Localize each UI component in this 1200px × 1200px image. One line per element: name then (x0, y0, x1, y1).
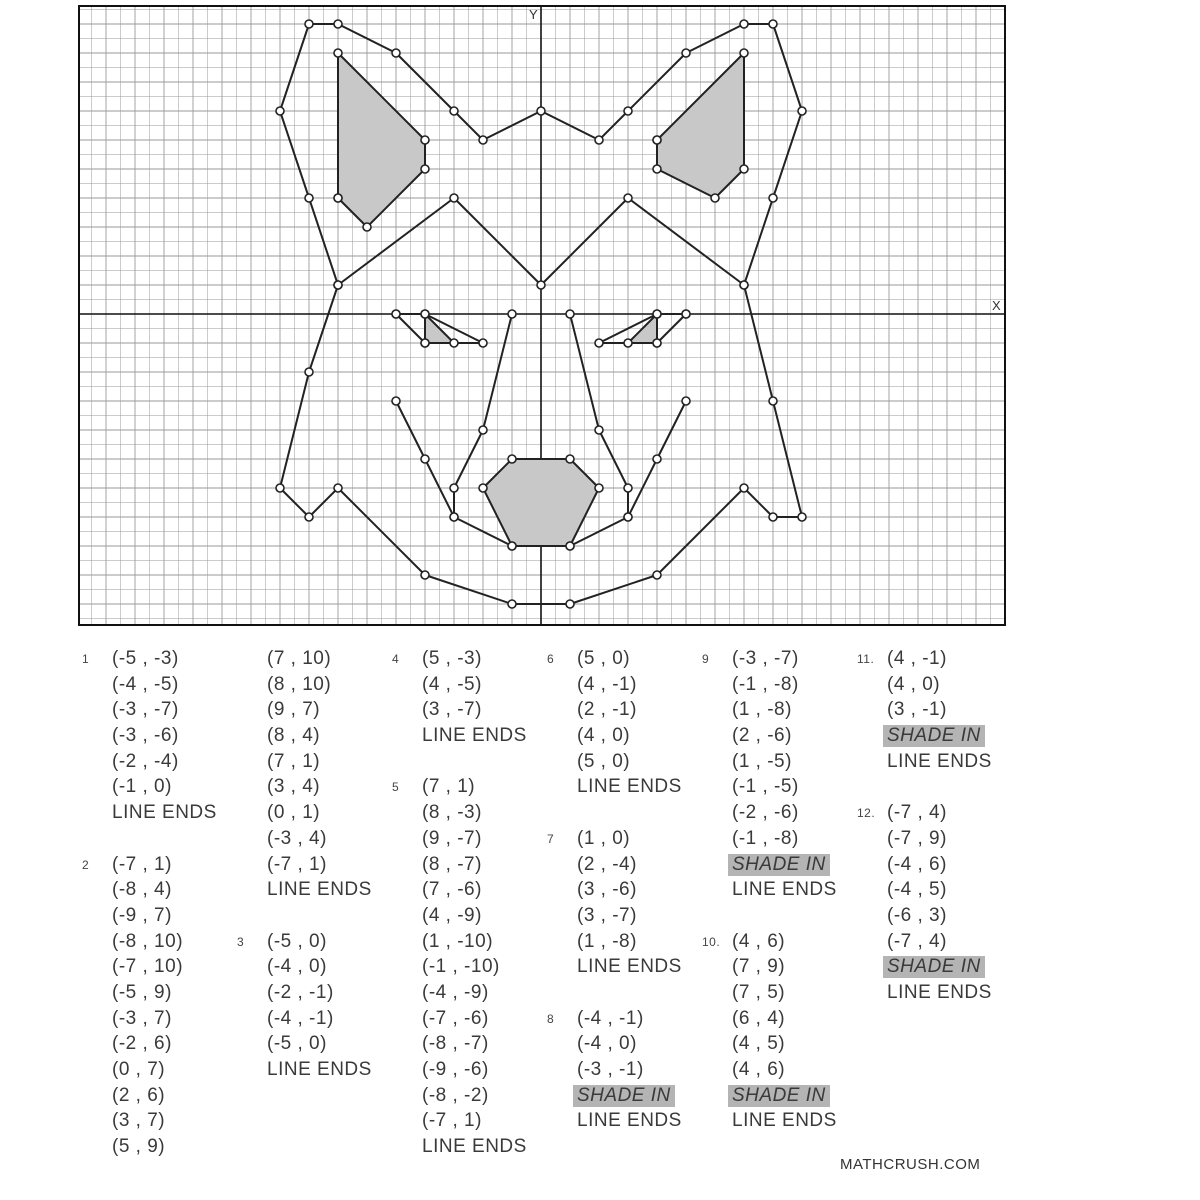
coordinate-pair: (-8 , -2) (422, 1084, 489, 1106)
instruction-column (547, 646, 682, 1134)
coordinate-pair: (9 , -7) (422, 827, 482, 849)
plot-point (769, 20, 777, 28)
instruction-column (82, 646, 217, 1160)
coordinate-pair: (8 , -3) (422, 802, 482, 824)
coordinate-pair: (4 , -5) (422, 673, 482, 695)
coordinate-pair: (-8 , 4) (112, 879, 172, 901)
plot-point (682, 310, 690, 318)
coordinate-pair: (-7 , 4) (887, 802, 947, 824)
coordinate-pair: (4 , -1) (577, 673, 637, 695)
shade-in-label: SHADE IN (883, 725, 985, 747)
coordinate-pair: (-7 , 10) (112, 956, 184, 978)
plot-point (305, 194, 313, 202)
line-ends-label: LINE ENDS (577, 776, 682, 798)
line-ends-label: LINE ENDS (577, 956, 682, 978)
plot-point (392, 397, 400, 405)
shade-instruction (887, 723, 992, 749)
plot-point (392, 310, 400, 318)
plot-point (653, 571, 661, 579)
plot-point (305, 513, 313, 521)
coordinate-pair: (1 , -10) (422, 930, 494, 952)
coordinate-pair: (-7 , 9) (887, 827, 947, 849)
shade-instruction (732, 852, 837, 878)
plot-point (566, 455, 574, 463)
coordinate-pair: (-1 , -8) (732, 673, 799, 695)
instruction-group (82, 646, 217, 826)
step-number: 4 (392, 652, 400, 666)
instruction-group (237, 929, 372, 1083)
plot-point (740, 165, 748, 173)
line-ends-label: LINE ENDS (887, 981, 992, 1003)
coordinate-pair: (-4 , 5) (887, 879, 947, 901)
coordinate-pair: (1 , -8) (732, 699, 792, 721)
coordinate-pair: (-9 , 7) (112, 904, 172, 926)
plot-point (798, 107, 806, 115)
plot-point (769, 194, 777, 202)
plot-point (450, 194, 458, 202)
coordinate-pair: (-7 , 1) (422, 1110, 482, 1132)
coordinate-pair: (4 , 6) (732, 1059, 786, 1080)
coordinate-pair: (8 , -7) (422, 853, 482, 875)
coordinate-pair: (0 , 1) (267, 802, 321, 824)
shade-in-label: SHADE IN (728, 854, 830, 876)
plot-point (740, 20, 748, 28)
plot-point (450, 484, 458, 492)
plot-point (653, 165, 661, 173)
plot-point (653, 310, 661, 318)
coordinate-pair: (-7 , -6) (422, 1007, 489, 1029)
coordinate-pair: (4 , 5) (732, 1033, 786, 1055)
line-ends-label: LINE ENDS (267, 879, 372, 901)
coordinate-pair: (0 , 7) (112, 1059, 166, 1080)
coordinate-pair: (-1 , -5) (732, 776, 799, 798)
line-ends-label: LINE ENDS (267, 1059, 372, 1080)
coordinate-pair: (5 , 0) (577, 750, 631, 772)
coordinate-pair: (3 , -7) (422, 699, 482, 721)
coordinate-pair: (-3 , -6) (112, 725, 179, 747)
plot-point (595, 426, 603, 434)
plot-point (508, 542, 516, 550)
coordinate-pair: (-4 , 6) (887, 853, 947, 875)
coordinate-pair: (-9 , -6) (422, 1059, 489, 1080)
line-ends-label: LINE ENDS (732, 1110, 837, 1132)
coordinate-pair: (-5 , 0) (267, 1033, 327, 1055)
coordinate-pair: (-2 , -6) (732, 802, 799, 824)
coordinate-pair: (-1 , -10) (422, 956, 500, 978)
coordinate-pair: (2 , -1) (577, 699, 637, 721)
plot-point (537, 107, 545, 115)
coordinate-pair: (1 , -8) (577, 930, 637, 952)
plot-point (421, 571, 429, 579)
coordinate-pair: (2 , -4) (577, 853, 637, 875)
coordinate-pair: (3 , -7) (577, 904, 637, 926)
instruction-group (702, 646, 837, 903)
plot-point (421, 339, 429, 347)
coordinate-pair: (1 , -5) (732, 750, 792, 772)
coordinate-pair: (-4 , -1) (577, 1007, 644, 1029)
coordinate-pair: (-2 , 6) (112, 1033, 172, 1055)
instruction-group (857, 800, 992, 1006)
plot-point (479, 136, 487, 144)
x-axis-label: X (992, 298, 1001, 313)
instruction-group (267, 646, 372, 903)
instruction-column (237, 646, 372, 1083)
coordinate-pair: (3 , -6) (577, 879, 637, 901)
step-number: 1 (82, 652, 90, 666)
plot-point (334, 20, 342, 28)
coordinate-pair: (5 , 0) (577, 648, 631, 669)
shade-in-label: SHADE IN (573, 1085, 675, 1107)
coordinate-pair: (-3 , -7) (732, 648, 799, 669)
instruction-group (547, 646, 682, 800)
coordinate-pair: (2 , 6) (112, 1084, 166, 1106)
plot-point (305, 20, 313, 28)
coordinate-pair: (-4 , -9) (422, 981, 489, 1003)
coordinate-pair: (4 , -1) (887, 648, 947, 669)
shade-instruction (887, 954, 992, 980)
coordinate-pair: (-3 , 7) (112, 1007, 172, 1029)
plot-point (682, 397, 690, 405)
coordinate-pair: (4 , -9) (422, 904, 482, 926)
instruction-group (392, 774, 527, 1159)
step-number: 11. (857, 652, 875, 666)
plot-point (334, 281, 342, 289)
site-credit: MATHCRUSH.COM (840, 1156, 981, 1173)
coordinate-pair: (-1 , 0) (112, 776, 172, 798)
coordinate-pair: (-2 , -4) (112, 750, 179, 772)
plot-point (276, 107, 284, 115)
coordinate-pair: (-8 , 10) (112, 930, 184, 952)
coordinate-pair: (6 , 4) (732, 1007, 786, 1029)
plot-point (508, 455, 516, 463)
coordinate-pair: (-1 , -8) (732, 827, 799, 849)
line-ends-label: LINE ENDS (422, 725, 527, 747)
plot-point (392, 49, 400, 57)
coordinate-pair: (3 , 4) (267, 776, 321, 798)
instruction-column (857, 646, 992, 1006)
plot-point (740, 281, 748, 289)
step-number: 2 (82, 857, 90, 872)
plot-point (305, 368, 313, 376)
coordinate-graph (78, 5, 1006, 626)
coordinate-pair: (-8 , -7) (422, 1033, 489, 1055)
line-ends-label: LINE ENDS (577, 1110, 682, 1132)
plot-point (421, 455, 429, 463)
coordinate-pair: (-7 , 1) (112, 853, 172, 875)
coordinate-pair: (4 , 6) (732, 930, 786, 952)
instruction-group (547, 1006, 682, 1134)
plot-point (479, 426, 487, 434)
step-number: 12. (857, 806, 876, 821)
line-ends-label: LINE ENDS (887, 750, 992, 772)
coordinate-pair: (-4 , -1) (267, 1007, 334, 1029)
coordinate-pair: (-3 , -1) (577, 1059, 644, 1080)
coordinate-pair: (1 , 0) (577, 827, 631, 849)
plot-point (711, 194, 719, 202)
coordinate-pair: (-7 , 1) (267, 853, 327, 875)
step-number: 3 (237, 934, 245, 949)
plot-point (450, 339, 458, 347)
plot-point (421, 310, 429, 318)
coordinate-pair: (7 , 1) (267, 750, 321, 772)
coordinate-pair: (7 , 10) (267, 648, 332, 669)
coordinate-pair: (-4 , -5) (112, 673, 179, 695)
step-number: 8 (547, 1011, 555, 1026)
coordinate-pair: (3 , 7) (112, 1110, 166, 1132)
coordinate-pair: (8 , 10) (267, 673, 332, 695)
shade-instruction (577, 1083, 682, 1109)
coordinate-pair: (-5 , -3) (112, 648, 179, 669)
step-number: 7 (547, 831, 555, 846)
instruction-column (392, 646, 527, 1160)
plot-point (537, 281, 545, 289)
plot-point (595, 484, 603, 492)
plot-point (363, 223, 371, 231)
coordinate-pair: (-2 , -1) (267, 981, 334, 1003)
coordinate-pair: (-5 , 9) (112, 981, 172, 1003)
coordinate-pair: (-6 , 3) (887, 904, 947, 926)
shade-in-label: SHADE IN (883, 956, 985, 978)
plot-point (450, 107, 458, 115)
plot-point (276, 484, 284, 492)
step-number: 9 (702, 652, 710, 666)
coordinate-pair: (4 , 0) (577, 725, 631, 747)
coordinate-pair: (4 , 0) (887, 673, 941, 695)
plot-point (769, 513, 777, 521)
coordinate-pair: (7 , 1) (422, 776, 476, 798)
coordinate-pair: (-7 , 4) (887, 930, 947, 952)
plot-point (624, 339, 632, 347)
coordinate-pair: (-3 , 4) (267, 827, 327, 849)
instruction-group (702, 929, 837, 1135)
plot-point (566, 310, 574, 318)
instruction-group (547, 826, 682, 980)
coordinate-pair: (-3 , -7) (112, 699, 179, 721)
line-ends-label: LINE ENDS (732, 879, 837, 901)
plot-point (653, 455, 661, 463)
plot-point (769, 397, 777, 405)
coordinate-pair: (7 , 9) (732, 956, 786, 978)
coordinate-pair: (-5 , 0) (267, 930, 327, 952)
plot-point (624, 513, 632, 521)
instruction-group (82, 852, 217, 1160)
plot-point (334, 484, 342, 492)
instruction-group (857, 646, 992, 774)
plot-point (479, 339, 487, 347)
coordinate-pair: (-4 , 0) (267, 956, 327, 978)
coordinate-pair: (7 , 5) (732, 981, 786, 1003)
coordinate-pair: (9 , 7) (267, 699, 321, 721)
y-axis-label: Y (529, 7, 538, 22)
plot-point (595, 136, 603, 144)
coordinate-pair: (-4 , 0) (577, 1033, 637, 1055)
coordinate-pair: (5 , 9) (112, 1136, 166, 1158)
plot-point (566, 542, 574, 550)
plot-point (653, 136, 661, 144)
coordinate-pair: (2 , -6) (732, 725, 792, 747)
plot-point (334, 49, 342, 57)
plot-point (508, 310, 516, 318)
plot-point (624, 107, 632, 115)
line-ends-label: LINE ENDS (422, 1136, 527, 1158)
instruction-column (702, 646, 837, 1134)
plot-point (450, 513, 458, 521)
coordinate-pair: (7 , -6) (422, 879, 482, 901)
plot-point (595, 339, 603, 347)
step-number: 5 (392, 780, 400, 795)
plot-point (682, 49, 690, 57)
instruction-group (392, 646, 527, 749)
line-ends-label: LINE ENDS (112, 802, 217, 824)
plot-point (334, 194, 342, 202)
plot-point (798, 513, 806, 521)
shade-in-label: SHADE IN (728, 1085, 830, 1107)
coordinate-pair: (3 , -1) (887, 699, 947, 721)
coordinate-pair: (5 , -3) (422, 648, 482, 669)
shade-instruction (732, 1083, 837, 1109)
step-number: 10. (702, 934, 721, 949)
plot-point (740, 484, 748, 492)
step-number: 6 (547, 652, 555, 666)
coordinate-pair: (8 , 4) (267, 725, 321, 747)
plot-point (566, 600, 574, 608)
plot-point (653, 339, 661, 347)
plot-point (421, 165, 429, 173)
plot-point (508, 600, 516, 608)
plot-point (421, 136, 429, 144)
plot-point (624, 484, 632, 492)
plot-point (624, 194, 632, 202)
plot-point (740, 49, 748, 57)
plot-point (479, 484, 487, 492)
